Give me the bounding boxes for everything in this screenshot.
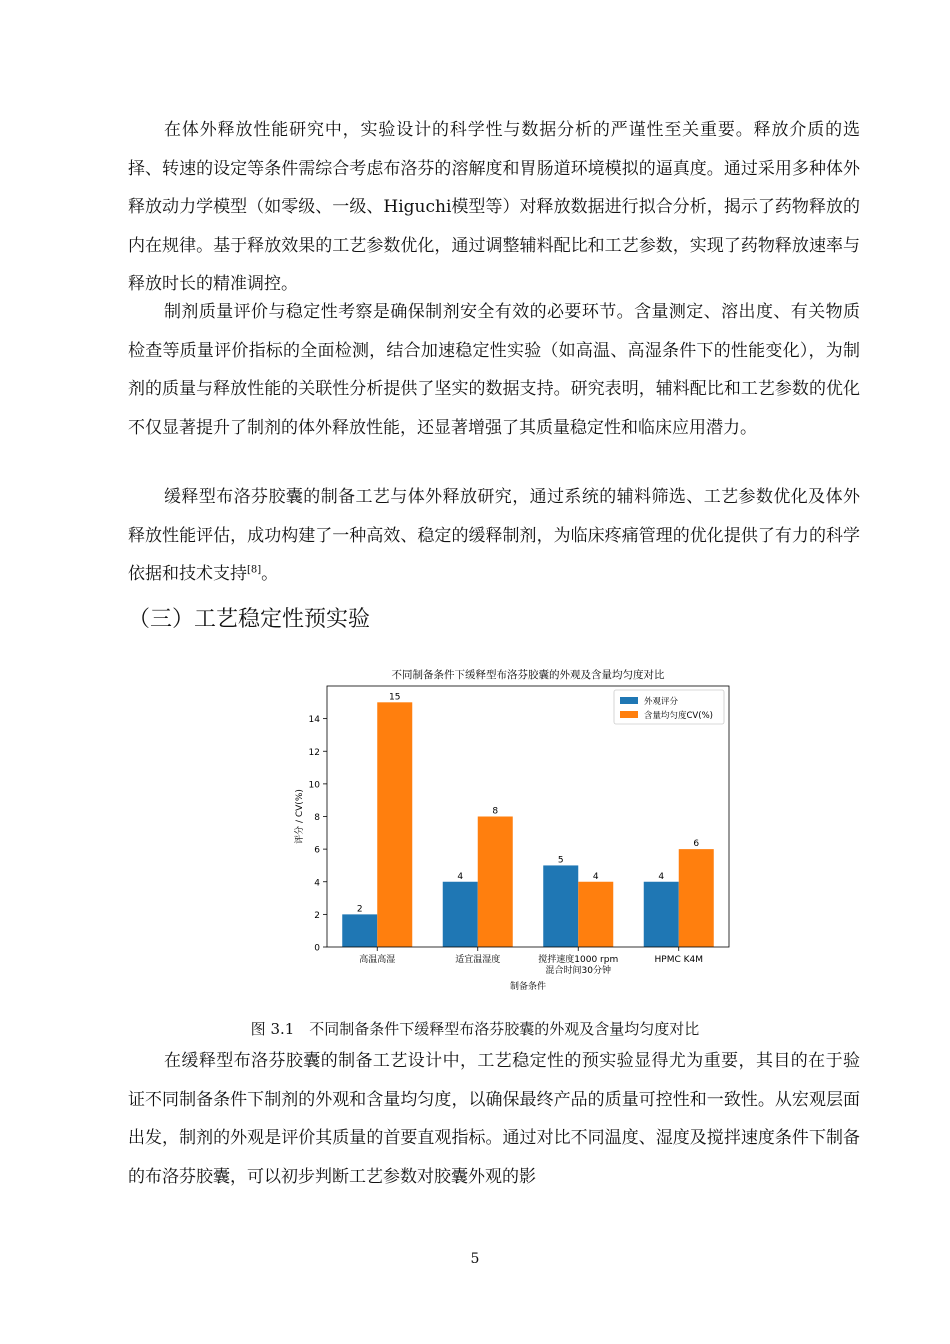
y-axis-label: 评分 / CV(%) [295,789,305,844]
data-label: 2 [356,904,363,915]
y-tick-label: 0 [314,943,320,954]
y-tick-label: 2 [314,910,320,921]
section-heading: （三）工艺稳定性预实验 [128,607,371,632]
bar-appearance [443,882,478,947]
x-tick-label: 搅拌速度1000 rpm [538,955,619,965]
data-label: 15 [389,692,401,703]
data-label: 4 [592,871,599,882]
bar-cv [377,702,412,947]
legend-swatch [620,711,638,718]
y-tick-label: 4 [314,878,320,889]
x-tick-label: 高温高湿 [359,955,396,965]
y-tick-label: 8 [314,813,320,823]
chart-title: 不同制备条件下缓释型布洛芬胶囊的外观及含量均匀度对比 [391,669,665,681]
paragraph-3-end: 。 [261,564,279,584]
paragraph-4: 在缓释型布洛芬胶囊的制备工艺设计中，工艺稳定性的预实验显得尤为重要，其目的在于验证不同制备条件下制剂的外观和含量均匀度，以确保最终产品的质量可控性和一致性。从宏观层面出发，制剂的外观是评价其质量的首要直观指标。通过对比不同温度、湿度及搅拌速度条件下制备的布洛芬胶囊，可以初步判断工艺参数对胶囊外观的影 [128,1051,860,1187]
x-tick-label: HPMC K4M [654,955,703,965]
paragraph-3-text: 缓释型布洛芬胶囊的制备工艺与体外释放研究，通过系统的辅料筛选、工艺参数优化及体外释放性能评估，成功构建了一种高效、稳定的缓释制剂，为临床疼痛管理的优化提供了有力的科学依据和技术支持 [128,487,860,584]
legend-label: 含量均匀度CV(%) [644,711,713,721]
x-axis-label: 制备条件 [509,982,547,992]
y-tick-label: 6 [314,845,320,856]
data-label: 4 [658,871,665,882]
y-tick-label: 14 [308,715,320,726]
data-label: 5 [557,855,564,866]
bar-appearance [644,882,679,947]
bar-cv [578,882,613,947]
legend-swatch [620,697,638,704]
data-label: 6 [693,839,700,850]
data-label: 4 [457,871,464,882]
y-tick-label: 12 [308,747,320,758]
paragraph-2: 制剂质量评价与稳定性考察是确保制剂安全有效的必要环节。含量测定、溶出度、有关物质检查等质量评价指标的全面检测，结合加速稳定性实验（如高温、高湿条件下的性能变化），为制剂的质量与释放性能的关联性分析提供了坚实的数据支持。研究表明，辅料配比和工艺参数的优化不仅显著提升了制剂的体外释放性能，还显著增强了其质量稳定性和临床应用潜力。 [128,302,860,438]
y-tick-label: 10 [308,780,320,791]
bar-appearance [543,865,578,947]
figure-caption: 图 3.1 不同制备条件下缓释型布洛芬胶囊的外观及含量均匀度对比 [250,1020,700,1038]
legend-label: 外观评分 [644,697,679,707]
bar-chart [282,662,752,996]
bar-cv [679,849,714,947]
x-tick-label: 混合时间30分钟 [545,966,611,976]
bar-appearance [342,914,377,947]
citation: [8] [247,564,262,576]
bar-cv [478,817,513,948]
page-number: 5 [470,1251,480,1267]
paragraph-3 [128,478,860,594]
x-tick-label: 适宜温湿度 [455,955,501,965]
paragraph-1: 在体外释放性能研究中，实验设计的科学性与数据分析的严谨性至关重要。释放介质的选择、转速的设定等条件需综合考虑布洛芬的溶解度和胃肠道环境模拟的逼真度。通过采用多种体外释放动力学模型（如零级、一级、Higuchi模型等）对释放数据进行拟合分析，揭示了药物释放的内在规律。基于释放效果的工艺参数优化，通过调整辅料配比和工艺参数，实现了药物释放速率与释放时长的精准调控。 [128,120,860,294]
data-label: 8 [492,806,499,817]
